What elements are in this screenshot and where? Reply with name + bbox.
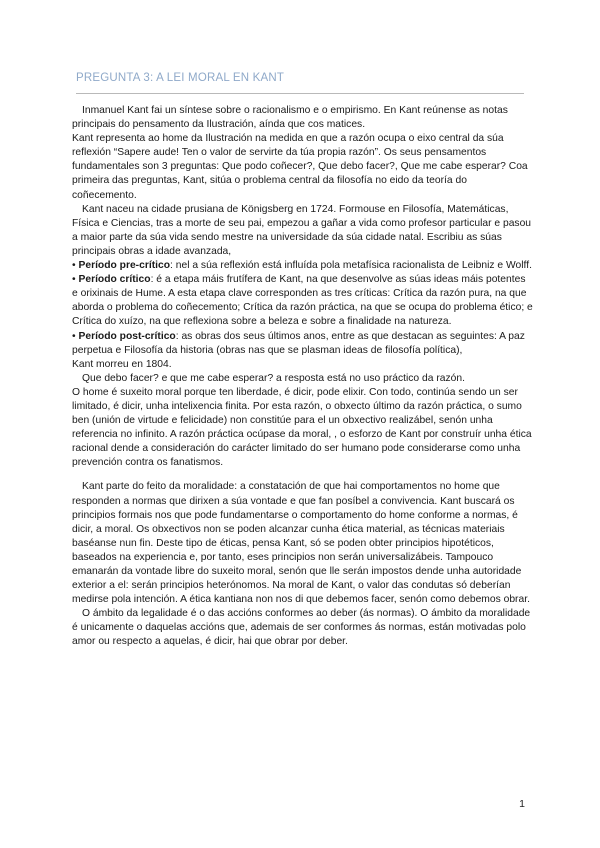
bullet-label: Período crítico — [78, 274, 151, 286]
list-item: • Período post-crítico: as obras dos seus últimos anos, entre as que destacan as seguintes: A paz perpetua e Filosofía da historia (obras nas que se plasman ideas de filosofía política), — [72, 330, 525, 356]
list-item: • Período crítico: é a etapa máis frutífera de Kant, na que desenvolve as súas ideas máis potentes e orixinais de Hume. A esta etapa clave corresponden as tres críticas: Crítica da razón pura, na que aborda o problema do coñecemento; Crítica da razón práctica, na que se ocupa do problema ético; e Crítica do xuízo, na que reflexiona sobre a beleza e sobre a finalidade na natureza. — [72, 274, 533, 328]
paragraph-question: Que debo facer? e que me cabe esperar? a resposta está no uso práctico da razón. — [82, 372, 465, 384]
list-item: • Período pre-crítico: nel a súa reflexión está influída pola metafísica racionalista de Leibniz e Wolff. — [72, 260, 532, 272]
bullet-text: : é a etapa máis frutífera de Kant, na que desenvolve as súas ideas máis potentes e orixinais de Hume. A esta etapa clave corresponden as tres críticas: Crítica da razón pura, na que aborda o problema do coñecemento; Crítica da razón práctica, na que se ocupa do problema ético; e Crítica do xuízo, na que reflexiona sobre a beleza e sobre a finalidade na natureza. — [72, 274, 533, 328]
paragraph-intro: Inmanuel Kant fai un síntese sobre o racionalismo e o empirismo. En Kant reúnense as notas principais do pensamento da Ilustración, aínda que cos matices. — [72, 105, 508, 131]
paragraph-biography: Kant naceu na cidade prusiana de Königsberg en 1724. Formouse en Filosofía, Matemáticas, Física e Ciencias, tras a morte de seu pai, empezou a gañar a vida como profesor particular e pasou a maior parte da súa vida sendo mestre na universidade da súa cidade natal. Escribiu as súas principais obras a idade avanzada, — [72, 203, 532, 257]
page-number: 1 — [519, 798, 525, 810]
paragraph-morality: Kant parte do feito da moralidade: a constatación de que hai comportamentos no home que responden a normas que dirixen a súa vontade e que fan posíbel a convivencia. Kant buscará os principios formais nos que pode fundamentarse o comportamento do home conforme a normas, é dicir, a moral. Os obxectivos non se poden alcanzar cunha ética material, as técnicas materiais baséanse nun fin. Deste tipo de éticas, pensa Kant, só se poden obter principios hipotéticos, baseados na experiencia e, por tanto, eses principios non serán universalizábeis. Tampouco emanarán da vontade libre do suxeito moral, senón que lle serán impostos dende unha autoridade exterior a el: serán principios heterónomos. Na moral de Kant, o valor das condutas só deberían medirse pola intención. A ética kantiana non nos di que debemos facer, senón como debemos obrar. — [72, 481, 530, 606]
bullet-text: : as obras dos seus últimos anos, entre as que destacan as seguintes: A paz perpetua e Filosofía da historia (obras nas que se plasman ideas de filosofía política), — [72, 330, 525, 356]
page-title: PREGUNTA 3: A LEI MORAL EN KANT — [76, 72, 285, 84]
title-divider — [76, 93, 524, 94]
bullet-label: Período post-crítico — [78, 330, 176, 342]
paragraph-legality: O ámbito da legalidade é o das accións conformes ao deber (ás normas). O ámbito da moralidade é unicamente o daquelas accións que, ademais de ser conformes ás normas, están motivadas polo amor ou respecto a aquelas, é dicir, hai que obrar por deber. — [72, 608, 531, 648]
paragraph-moral-subject: O home é suxeito moral porque ten liberdade, é dicir, pode elixir. Con todo, continúa sendo un ser limitado, é dicir, unha intelixencia finita. Por esta razón, o obxecto último da razón práctica, o sumo ben (unión de virtude e felicidade) non constitúe para el un obxectivo realizábel, senón unha referencia no infinito. A razón práctica ocúpase da moral, , o esforzo de Kant por construír unha ética racional dende a consideración do carácter limitado do ser humano pode considerarse como unha prevención contra os fanatismos. — [72, 386, 532, 469]
bullet-label: Período pre-crítico — [78, 260, 171, 272]
paragraph-ilustracion: Kant representa ao home da Ilustración na medida en que a razón ocupa o eixo central da súa reflexión “Sapere aude! Ten o valor de servirte da túa propia razón”. Os seus pensamentos fundamentales son 3 preguntas: Que podo coñecer?, Que debo facer?, Que me cabe esperar? Coa primeira das preguntas, Kant, sitúa o problema central da filosofía no eido da teoría do coñecemento. — [72, 133, 528, 201]
paragraph-gap — [72, 470, 534, 480]
bullet-text: : nel a súa reflexión está influída pola metafísica racionalista de Leibniz e Wolff. — [170, 260, 532, 272]
paragraph-death: Kant morreu en 1804. — [72, 358, 172, 370]
document-body — [72, 104, 534, 650]
